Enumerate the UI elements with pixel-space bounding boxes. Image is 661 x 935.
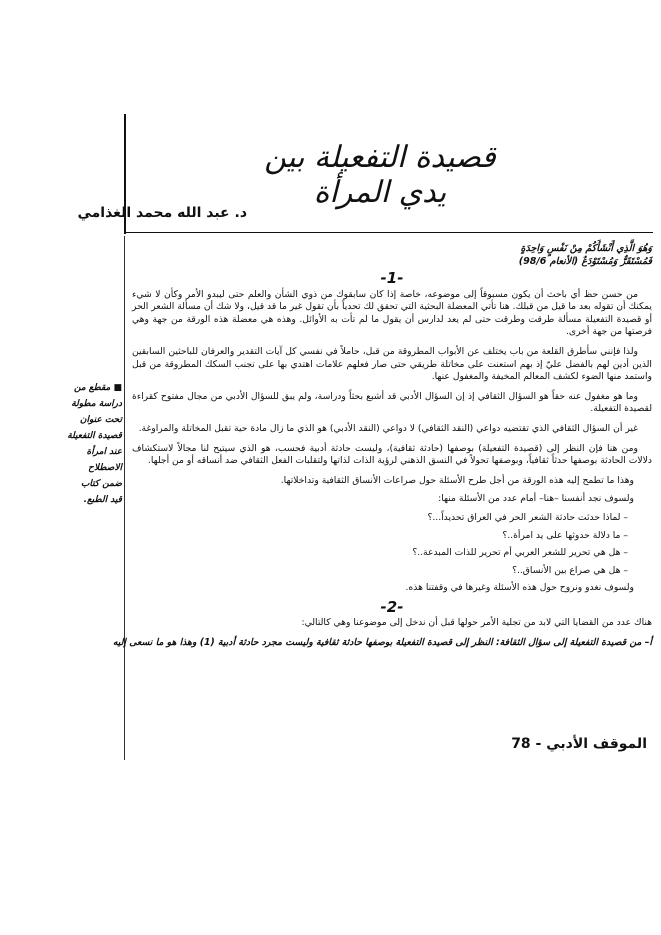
paragraph-7: أ– من قصيدة التفعيلة إلى سؤال الثقافة: النظر إلى قصيدة التفعيلة بوصفها حادثة ثقافية وليست مجرد حادثة أدبية (1) وهذا هو ما نسعى إليه — [112, 637, 652, 649]
paragraph-4: غير أن السؤال الثقافي الذي تقتضيه دواعي (النقد الثقافي) لا دواعي (النقد الأدبي) هو الذي ما زال مادة حية تقبل المخاتلة والمراوغة. — [138, 422, 638, 434]
page-footer: الموقف الأدبي - 78 — [511, 736, 647, 752]
paragraph-6: هناك عدد من القضايا التي لابد من تجلية الأمر حولها قبل أن ندخل إلى موضوعنا وهي كالتالي: — [301, 617, 652, 629]
article-author: د. عبد الله محمد الغذامي — [77, 205, 247, 221]
paragraph-2: ولذا فإنني سأطرق القلعة من باب يختلف عن الأبواب المطروقة من قبل، حاملاً في نفسي كل آيات التقدير والعرفان للباحثين السابقين الذين أدين لهم بالفضل عليّ إذ بهم استعنت على مخاتلة طريقي حتى صار فعلهم علامات اهتدي بها على تجنب السكك المطروقة من قبل واستمد منها الضوء لكشف المعالم المخيفة والمغفول عنها. — [132, 345, 652, 383]
epigraph-line-1: وَهُوَ الَّذِي أَنْشَأَكُمْ مِنْ نَفْسٍ وَاحِدَةٍ — [520, 243, 652, 254]
question-item: – هل هي تحرير للشعر العربي أم تحرير للذات المبدعة..؟ — [412, 547, 628, 559]
sidebar-line: ■ مقطع من — [74, 383, 122, 393]
paragraph-1: من حسن حظ أي باحث أن يكون مسبوقاً إلى موضوعه، خاصة إذا كان سابقوك من ذوي الشأن والعلم حتى ليبدو الأمر وكأن لا شيء يمكنك أن تقوله بعد ما قيل من قبلك. هنا تأتي المعضلة البحثية التي تحقق لك تحدياً بأن تقول غير ما قد قيل، ولا شك أن مسألة الشعر الحر أو قصيدة التفعيلة مسألة طرقت وطرقت حتى لم يعد لدارس أن يقول ما لم تأت به الأوائل. وهذه هي معضلة هذه الورقة من جهة وهي فرصتها من جهة أخرى. — [132, 288, 652, 338]
intro-line-2: ولسوف نجد أنفسنا –هنا– أمام عدد من الأسئلة منها: — [438, 493, 634, 505]
sidebar-line: قصيدة التفعيلة — [67, 431, 122, 441]
section-number-2: -2- — [380, 597, 404, 616]
body-vertical-rule — [124, 236, 125, 760]
sidebar-line: قيد الطبع. — [83, 495, 122, 505]
paragraph-3: وما هو مغفول عنه حقاً هو السؤال الثقافي إذ إن السؤال الأدبي قد أشبع بحثاً ودراسة، ولم يبق للسؤال الأدبي من مجال مفتوح كقراءة لقصيدة التفعيلة. — [132, 390, 652, 415]
sidebar-line: ضمن كتاب — [80, 479, 122, 489]
question-item: – هل هي صراع بين الأنساق..؟ — [512, 564, 628, 576]
sidebar-line: دراسة مطولة — [71, 399, 122, 409]
article-body — [112, 242, 652, 650]
question-item: – لماذا حدثت حادثة الشعر الحر في العراق تحديداً...؟ — [427, 511, 628, 523]
sidebar-line: الاصطلاح — [88, 463, 122, 473]
section-number-1: -1- — [380, 269, 404, 287]
sidebar-note — [60, 380, 122, 508]
closing-line: ولسوف نغدو ونروح حول هذه الأسئلة وغيرها في وقفتنا هذه. — [405, 582, 634, 594]
intro-line-1: وهذا ما تطمح إليه هذه الورقة من أجل طرح الأسئلة حول صراعات الأنساق الثقافية وتداخلاتها. — [280, 474, 634, 486]
sidebar-line: تحت عنوان — [79, 415, 122, 425]
question-item: – ما دلالة حدوثها على يد امرأة..؟ — [502, 529, 628, 541]
title-horizontal-rule — [126, 232, 653, 233]
sidebar-line: عند امرأة — [86, 447, 122, 457]
article-title: قصيدة التفعيلة بين يدي المرأة — [264, 140, 496, 210]
epigraph-line-2: فَمُسْتَقَرٌّ وَمُسْتَوْدَعٌ (الأنعام 98/6) — [518, 256, 652, 267]
paragraph-5: ومن هنا فإن النظر إلى (قصيدة التفعيلة) بوصفها (حادثة ثقافية)، وليست حادثة أدبية فحسب، هو الذي سيتيح لنا مجالاً لاستكشاف دلالات الحادثة بوصفها حدثاً ثقافياً، وبوصفها تحولاً في النسق الذهني لرؤية الذات لذاتها ولتقلبات الفعل الثقافي ضد أنساقه أو من أجلها. — [132, 442, 652, 467]
